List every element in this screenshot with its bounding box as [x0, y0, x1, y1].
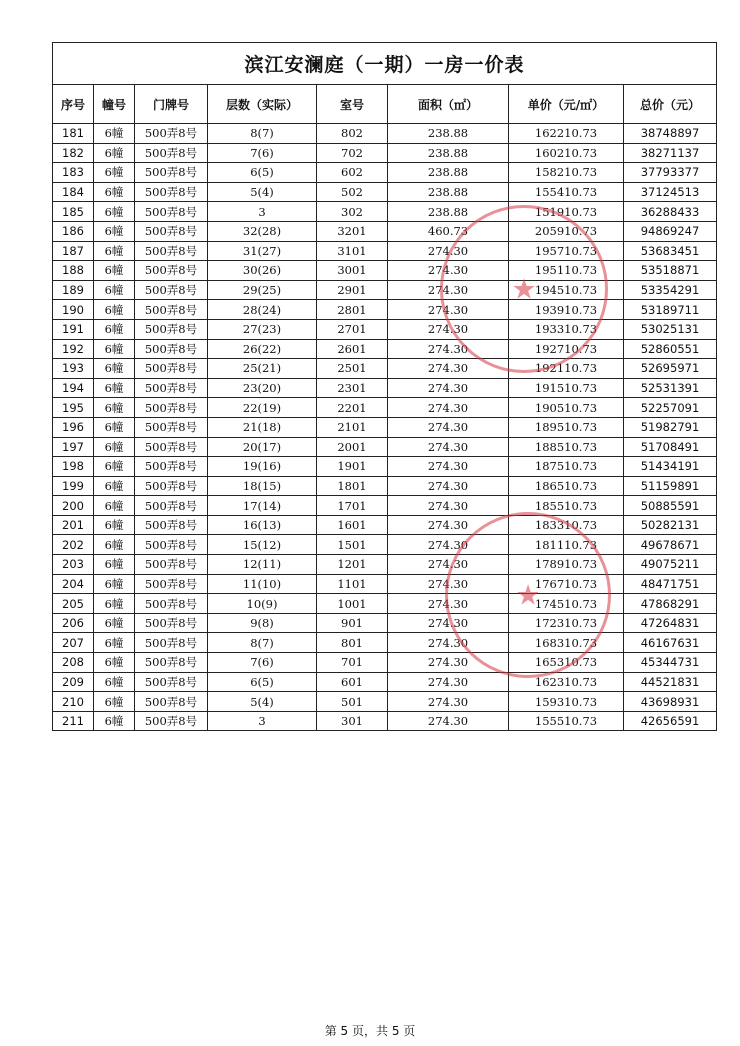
cell-floor: 26(22) — [208, 339, 317, 359]
table-row — [53, 613, 717, 633]
cell-unit-price: 155510.73 — [509, 711, 624, 731]
cell-area: 274.30 — [388, 300, 509, 320]
table-row — [53, 711, 717, 731]
cell-address: 500弄8号 — [135, 672, 208, 692]
document-title: 滨江安澜庭（一期）一房一价表 — [53, 43, 717, 85]
cell-address: 500弄8号 — [135, 163, 208, 183]
cell-total-price: 53518871 — [624, 261, 717, 281]
cell-total-price: 52257091 — [624, 398, 717, 418]
cell-serial: 210 — [53, 692, 94, 712]
cell-area: 238.88 — [388, 202, 509, 222]
table-row — [53, 163, 717, 183]
table-row — [53, 339, 717, 359]
table-row — [53, 280, 717, 300]
cell-serial: 194 — [53, 378, 94, 398]
table-row — [53, 555, 717, 575]
cell-floor: 27(23) — [208, 319, 317, 339]
cell-floor: 11(10) — [208, 574, 317, 594]
cell-total-price: 51982791 — [624, 417, 717, 437]
cell-floor: 5(4) — [208, 182, 317, 202]
cell-room: 801 — [317, 633, 388, 653]
cell-building: 6幢 — [94, 653, 135, 673]
cell-floor: 8(7) — [208, 633, 317, 653]
cell-total-price: 52531391 — [624, 378, 717, 398]
cell-floor: 12(11) — [208, 555, 317, 575]
cell-area: 274.30 — [388, 359, 509, 379]
cell-unit-price: 193910.73 — [509, 300, 624, 320]
table-row — [53, 437, 717, 457]
cell-serial: 208 — [53, 653, 94, 673]
cell-serial: 190 — [53, 300, 94, 320]
cell-room: 2301 — [317, 378, 388, 398]
cell-unit-price: 190510.73 — [509, 398, 624, 418]
cell-building: 6幢 — [94, 261, 135, 281]
cell-address: 500弄8号 — [135, 124, 208, 144]
cell-address: 500弄8号 — [135, 476, 208, 496]
cell-total-price: 53189711 — [624, 300, 717, 320]
cell-total-price: 44521831 — [624, 672, 717, 692]
cell-unit-price: 187510.73 — [509, 457, 624, 477]
cell-unit-price: 172310.73 — [509, 613, 624, 633]
cell-area: 274.30 — [388, 594, 509, 614]
cell-unit-price: 160210.73 — [509, 143, 624, 163]
page-footer: 第 5 页，共 5 页 — [324, 1024, 416, 1038]
cell-address: 500弄8号 — [135, 359, 208, 379]
star-icon: ★ — [515, 578, 541, 612]
cell-serial: 181 — [53, 124, 94, 144]
table-row — [53, 202, 717, 222]
cell-building: 6幢 — [94, 143, 135, 163]
cell-area: 274.30 — [388, 692, 509, 712]
price-table-sheet — [52, 42, 716, 731]
cell-address: 500弄8号 — [135, 653, 208, 673]
cell-area: 274.30 — [388, 378, 509, 398]
table-row — [53, 653, 717, 673]
cell-building: 6幢 — [94, 398, 135, 418]
cell-address: 500弄8号 — [135, 574, 208, 594]
cell-building: 6幢 — [94, 378, 135, 398]
cell-unit-price: 205910.73 — [509, 221, 624, 241]
col-header-area: 面积（㎡） — [388, 85, 509, 124]
cell-building: 6幢 — [94, 280, 135, 300]
cell-address: 500弄8号 — [135, 594, 208, 614]
table-row — [53, 124, 717, 144]
cell-floor: 29(25) — [208, 280, 317, 300]
cell-address: 500弄8号 — [135, 457, 208, 477]
cell-room: 2601 — [317, 339, 388, 359]
cell-unit-price: 151910.73 — [509, 202, 624, 222]
table-row — [53, 261, 717, 281]
cell-address: 500弄8号 — [135, 202, 208, 222]
cell-total-price: 51159891 — [624, 476, 717, 496]
cell-serial: 207 — [53, 633, 94, 653]
cell-serial: 186 — [53, 221, 94, 241]
cell-floor: 3 — [208, 202, 317, 222]
cell-address: 500弄8号 — [135, 692, 208, 712]
cell-address: 500弄8号 — [135, 182, 208, 202]
cell-building: 6幢 — [94, 672, 135, 692]
cell-unit-price: 195710.73 — [509, 241, 624, 261]
cell-building: 6幢 — [94, 417, 135, 437]
cell-serial: 184 — [53, 182, 94, 202]
cell-serial: 204 — [53, 574, 94, 594]
cell-total-price: 45344731 — [624, 653, 717, 673]
cell-serial: 199 — [53, 476, 94, 496]
cell-room: 3101 — [317, 241, 388, 261]
cell-total-price: 50885591 — [624, 496, 717, 516]
cell-address: 500弄8号 — [135, 241, 208, 261]
cell-total-price: 53354291 — [624, 280, 717, 300]
cell-building: 6幢 — [94, 339, 135, 359]
cell-serial: 191 — [53, 319, 94, 339]
cell-area: 238.88 — [388, 163, 509, 183]
table-row — [53, 457, 717, 477]
cell-building: 6幢 — [94, 574, 135, 594]
cell-room: 2701 — [317, 319, 388, 339]
table-row — [53, 515, 717, 535]
cell-unit-price: 158210.73 — [509, 163, 624, 183]
cell-area: 274.30 — [388, 574, 509, 594]
cell-building: 6幢 — [94, 437, 135, 457]
cell-total-price: 48471751 — [624, 574, 717, 594]
table-row — [53, 417, 717, 437]
table-row — [53, 221, 717, 241]
cell-unit-price: 192110.73 — [509, 359, 624, 379]
cell-unit-price: 165310.73 — [509, 653, 624, 673]
cell-area: 274.30 — [388, 437, 509, 457]
cell-building: 6幢 — [94, 202, 135, 222]
cell-area: 274.30 — [388, 476, 509, 496]
cell-serial: 182 — [53, 143, 94, 163]
cell-floor: 6(5) — [208, 163, 317, 183]
table-row — [53, 476, 717, 496]
cell-floor: 23(20) — [208, 378, 317, 398]
cell-building: 6幢 — [94, 163, 135, 183]
cell-area: 274.30 — [388, 241, 509, 261]
cell-floor: 16(13) — [208, 515, 317, 535]
cell-address: 500弄8号 — [135, 555, 208, 575]
cell-building: 6幢 — [94, 633, 135, 653]
cell-building: 6幢 — [94, 457, 135, 477]
price-table — [52, 42, 717, 731]
cell-serial: 209 — [53, 672, 94, 692]
cell-total-price: 46167631 — [624, 633, 717, 653]
cell-serial: 201 — [53, 515, 94, 535]
cell-unit-price: 188510.73 — [509, 437, 624, 457]
cell-unit-price: 191510.73 — [509, 378, 624, 398]
cell-serial: 200 — [53, 496, 94, 516]
col-header-unit-price: 单价（元/㎡） — [509, 85, 624, 124]
cell-total-price: 52695971 — [624, 359, 717, 379]
table-row — [53, 496, 717, 516]
table-row — [53, 319, 717, 339]
cell-area: 274.30 — [388, 339, 509, 359]
cell-unit-price: 155410.73 — [509, 182, 624, 202]
cell-total-price: 37124513 — [624, 182, 717, 202]
cell-room: 601 — [317, 672, 388, 692]
cell-building: 6幢 — [94, 692, 135, 712]
cell-building: 6幢 — [94, 221, 135, 241]
cell-floor: 18(15) — [208, 476, 317, 496]
table-body — [53, 124, 717, 731]
cell-serial: 183 — [53, 163, 94, 183]
cell-area: 274.30 — [388, 555, 509, 575]
table-row — [53, 241, 717, 261]
cell-serial: 195 — [53, 398, 94, 418]
cell-address: 500弄8号 — [135, 280, 208, 300]
cell-address: 500弄8号 — [135, 398, 208, 418]
cell-building: 6幢 — [94, 359, 135, 379]
cell-area: 274.30 — [388, 457, 509, 477]
cell-serial: 203 — [53, 555, 94, 575]
cell-area: 460.73 — [388, 221, 509, 241]
cell-building: 6幢 — [94, 711, 135, 731]
cell-area: 274.30 — [388, 613, 509, 633]
cell-room: 702 — [317, 143, 388, 163]
cell-unit-price: 162310.73 — [509, 672, 624, 692]
cell-address: 500弄8号 — [135, 300, 208, 320]
cell-room: 1501 — [317, 535, 388, 555]
cell-serial: 197 — [53, 437, 94, 457]
col-header-total-price: 总价（元） — [624, 85, 717, 124]
cell-total-price: 53683451 — [624, 241, 717, 261]
cell-total-price: 38271137 — [624, 143, 717, 163]
header-row — [53, 85, 717, 124]
cell-unit-price: 193310.73 — [509, 319, 624, 339]
cell-serial: 187 — [53, 241, 94, 261]
cell-total-price: 42656591 — [624, 711, 717, 731]
cell-area: 274.30 — [388, 261, 509, 281]
cell-unit-price: 174510.73 — [509, 594, 624, 614]
cell-room: 501 — [317, 692, 388, 712]
col-header-address: 门牌号 — [135, 85, 208, 124]
table-row — [53, 633, 717, 653]
cell-address: 500弄8号 — [135, 633, 208, 653]
cell-serial: 211 — [53, 711, 94, 731]
cell-room: 1801 — [317, 476, 388, 496]
cell-total-price: 49075211 — [624, 555, 717, 575]
table-row — [53, 535, 717, 555]
cell-area: 274.30 — [388, 398, 509, 418]
star-icon: ★ — [511, 272, 537, 306]
cell-area: 274.30 — [388, 672, 509, 692]
cell-room: 302 — [317, 202, 388, 222]
cell-serial: 193 — [53, 359, 94, 379]
cell-room: 1901 — [317, 457, 388, 477]
cell-serial: 192 — [53, 339, 94, 359]
cell-floor: 5(4) — [208, 692, 317, 712]
cell-building: 6幢 — [94, 300, 135, 320]
cell-building: 6幢 — [94, 555, 135, 575]
cell-room: 701 — [317, 653, 388, 673]
cell-unit-price: 183310.73 — [509, 515, 624, 535]
cell-address: 500弄8号 — [135, 319, 208, 339]
cell-total-price: 52860551 — [624, 339, 717, 359]
cell-room: 502 — [317, 182, 388, 202]
cell-total-price: 43698931 — [624, 692, 717, 712]
cell-floor: 22(19) — [208, 398, 317, 418]
table-row — [53, 300, 717, 320]
cell-address: 500弄8号 — [135, 339, 208, 359]
table-row — [53, 359, 717, 379]
company-seal-stamp — [445, 512, 611, 678]
cell-address: 500弄8号 — [135, 261, 208, 281]
cell-total-price: 49678671 — [624, 535, 717, 555]
cell-address: 500弄8号 — [135, 417, 208, 437]
cell-room: 2201 — [317, 398, 388, 418]
cell-floor: 8(7) — [208, 124, 317, 144]
cell-unit-price: 159310.73 — [509, 692, 624, 712]
cell-floor: 31(27) — [208, 241, 317, 261]
cell-floor: 32(28) — [208, 221, 317, 241]
cell-room: 602 — [317, 163, 388, 183]
cell-room: 1001 — [317, 594, 388, 614]
table-row — [53, 672, 717, 692]
cell-unit-price: 192710.73 — [509, 339, 624, 359]
company-seal-stamp — [440, 205, 608, 373]
cell-area: 274.30 — [388, 633, 509, 653]
cell-floor: 25(21) — [208, 359, 317, 379]
cell-total-price: 37793377 — [624, 163, 717, 183]
cell-floor: 17(14) — [208, 496, 317, 516]
cell-total-price: 51708491 — [624, 437, 717, 457]
cell-floor: 7(6) — [208, 653, 317, 673]
cell-floor: 6(5) — [208, 672, 317, 692]
cell-building: 6幢 — [94, 496, 135, 516]
col-header-floor: 层数（实际） — [208, 85, 317, 124]
cell-floor: 9(8) — [208, 613, 317, 633]
cell-room: 802 — [317, 124, 388, 144]
table-row — [53, 398, 717, 418]
col-header-building: 幢号 — [94, 85, 135, 124]
cell-area: 274.30 — [388, 496, 509, 516]
cell-room: 2101 — [317, 417, 388, 437]
cell-unit-price: 189510.73 — [509, 417, 624, 437]
cell-area: 274.30 — [388, 515, 509, 535]
cell-address: 500弄8号 — [135, 221, 208, 241]
col-header-room: 室号 — [317, 85, 388, 124]
cell-area: 238.88 — [388, 143, 509, 163]
cell-floor: 21(18) — [208, 417, 317, 437]
table-row — [53, 594, 717, 614]
cell-floor: 10(9) — [208, 594, 317, 614]
cell-area: 274.30 — [388, 417, 509, 437]
cell-serial: 196 — [53, 417, 94, 437]
cell-unit-price: 185510.73 — [509, 496, 624, 516]
col-header-serial: 序号 — [53, 85, 94, 124]
cell-room: 1101 — [317, 574, 388, 594]
cell-total-price: 38748897 — [624, 124, 717, 144]
cell-building: 6幢 — [94, 319, 135, 339]
cell-floor: 28(24) — [208, 300, 317, 320]
cell-address: 500弄8号 — [135, 378, 208, 398]
cell-room: 2001 — [317, 437, 388, 457]
cell-floor: 19(16) — [208, 457, 317, 477]
cell-floor: 20(17) — [208, 437, 317, 457]
cell-address: 500弄8号 — [135, 437, 208, 457]
cell-floor: 15(12) — [208, 535, 317, 555]
cell-room: 2901 — [317, 280, 388, 300]
cell-address: 500弄8号 — [135, 613, 208, 633]
cell-serial: 206 — [53, 613, 94, 633]
cell-building: 6幢 — [94, 535, 135, 555]
cell-building: 6幢 — [94, 476, 135, 496]
cell-serial: 188 — [53, 261, 94, 281]
cell-total-price: 94869247 — [624, 221, 717, 241]
cell-serial: 189 — [53, 280, 94, 300]
cell-total-price: 53025131 — [624, 319, 717, 339]
cell-room: 3001 — [317, 261, 388, 281]
cell-room: 2801 — [317, 300, 388, 320]
cell-unit-price: 176710.73 — [509, 574, 624, 594]
cell-total-price: 47868291 — [624, 594, 717, 614]
cell-unit-price: 178910.73 — [509, 555, 624, 575]
cell-area: 274.30 — [388, 653, 509, 673]
cell-floor: 30(26) — [208, 261, 317, 281]
table-row — [53, 378, 717, 398]
table-row — [53, 574, 717, 594]
cell-total-price: 50282131 — [624, 515, 717, 535]
cell-serial: 185 — [53, 202, 94, 222]
cell-building: 6幢 — [94, 515, 135, 535]
cell-room: 2501 — [317, 359, 388, 379]
cell-unit-price: 168310.73 — [509, 633, 624, 653]
cell-serial: 205 — [53, 594, 94, 614]
cell-total-price: 51434191 — [624, 457, 717, 477]
cell-unit-price: 162210.73 — [509, 124, 624, 144]
cell-building: 6幢 — [94, 613, 135, 633]
cell-area: 238.88 — [388, 124, 509, 144]
cell-address: 500弄8号 — [135, 535, 208, 555]
cell-area: 274.30 — [388, 535, 509, 555]
cell-unit-price: 195110.73 — [509, 261, 624, 281]
table-row — [53, 692, 717, 712]
cell-serial: 202 — [53, 535, 94, 555]
cell-building: 6幢 — [94, 124, 135, 144]
cell-unit-price: 194510.73 — [509, 280, 624, 300]
cell-address: 500弄8号 — [135, 711, 208, 731]
cell-area: 274.30 — [388, 280, 509, 300]
cell-room: 3201 — [317, 221, 388, 241]
cell-room: 301 — [317, 711, 388, 731]
cell-unit-price: 186510.73 — [509, 476, 624, 496]
cell-total-price: 36288433 — [624, 202, 717, 222]
cell-address: 500弄8号 — [135, 496, 208, 516]
cell-room: 1701 — [317, 496, 388, 516]
cell-building: 6幢 — [94, 594, 135, 614]
cell-building: 6幢 — [94, 182, 135, 202]
cell-address: 500弄8号 — [135, 143, 208, 163]
table-row — [53, 182, 717, 202]
cell-area: 274.30 — [388, 319, 509, 339]
cell-room: 1601 — [317, 515, 388, 535]
cell-floor: 3 — [208, 711, 317, 731]
cell-address: 500弄8号 — [135, 515, 208, 535]
cell-room: 901 — [317, 613, 388, 633]
cell-building: 6幢 — [94, 241, 135, 261]
table-row — [53, 143, 717, 163]
cell-total-price: 47264831 — [624, 613, 717, 633]
cell-area: 238.88 — [388, 182, 509, 202]
cell-serial: 198 — [53, 457, 94, 477]
cell-area: 274.30 — [388, 711, 509, 731]
cell-unit-price: 181110.73 — [509, 535, 624, 555]
cell-room: 1201 — [317, 555, 388, 575]
cell-floor: 7(6) — [208, 143, 317, 163]
